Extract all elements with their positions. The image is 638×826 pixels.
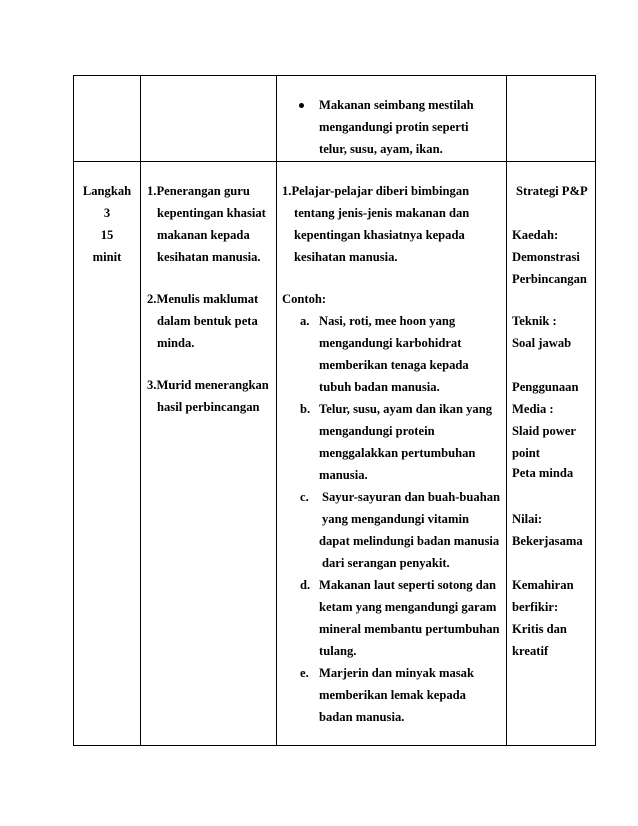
- activity-1-line: 1.Penerangan guru: [147, 184, 250, 198]
- example-line: memberikan tenaga kepada: [319, 358, 469, 372]
- table-right-border: [595, 75, 596, 746]
- media-value: Peta minda: [512, 466, 574, 480]
- example-marker: b.: [300, 402, 311, 416]
- example-line: mengandungi protein: [319, 424, 435, 438]
- content-intro-line: 1.Pelajar-pelajar diberi bimbingan: [282, 184, 470, 198]
- example-line: yang mengandungi vitamin: [322, 512, 469, 526]
- example-line: Sayur-sayuran dan buah-buahan: [322, 490, 501, 504]
- teknik-label: Teknik :: [512, 314, 557, 328]
- content-intro-line: kepentingan khasiatnya kepada: [294, 228, 465, 242]
- example-marker: d.: [300, 578, 311, 592]
- duration-value: 15: [100, 228, 114, 242]
- example-line: Marjerin dan minyak masak: [319, 666, 474, 680]
- bullet-icon: [299, 103, 304, 108]
- strategi-heading: Strategi P&P: [516, 184, 588, 198]
- contoh-label: Contoh:: [282, 292, 327, 306]
- row1-bullet-line: telur, susu, ayam, ikan.: [319, 142, 443, 156]
- example-line: tulang.: [319, 644, 357, 658]
- example-line: Nasi, roti, mee hoon yang: [319, 314, 456, 328]
- kemahiran-value: Kritis dan: [512, 622, 567, 636]
- activity-1-line: kesihatan manusia.: [157, 250, 261, 264]
- kaedah-label: Kaedah:: [512, 228, 559, 242]
- kemahiran-label: Kemahiran: [512, 578, 574, 592]
- example-line: Makanan laut seperti sotong dan: [319, 578, 497, 592]
- example-line: mineral membantu pertumbuhan: [319, 622, 500, 636]
- example-marker: c.: [300, 490, 309, 504]
- col-divider-1: [140, 75, 141, 746]
- activity-2-line: dalam bentuk peta: [157, 314, 258, 328]
- example-line: memberikan lemak kepada: [319, 688, 466, 702]
- example-line: Telur, susu, ayam dan ikan yang: [319, 402, 493, 416]
- activity-3-line: 3.Murid menerangkan: [147, 378, 269, 392]
- teknik-value: Soal jawab: [512, 336, 572, 350]
- row-divider: [73, 161, 596, 162]
- nilai-label: Nilai:: [512, 512, 543, 526]
- example-marker: a.: [300, 314, 310, 328]
- example-line: dapat melindungi badan manusia: [319, 534, 500, 548]
- media-label: Media :: [512, 402, 554, 416]
- kemahiran-label: berfikir:: [512, 600, 559, 614]
- row1-bullet-line: Makanan seimbang mestilah: [319, 98, 474, 112]
- example-line: ketam yang mengandungi garam: [319, 600, 497, 614]
- example-line: dari serangan penyakit.: [322, 556, 450, 570]
- activity-3-line: hasil perbincangan: [157, 400, 260, 414]
- langkah-label: Langkah: [82, 184, 132, 198]
- activity-2-line: minda.: [157, 336, 195, 350]
- example-marker: e.: [300, 666, 309, 680]
- row1-bullet-line: mengandungi protin seperti: [319, 120, 469, 134]
- media-value: Slaid power: [512, 424, 577, 438]
- content-intro-line: kesihatan manusia.: [294, 250, 398, 264]
- duration-unit: minit: [92, 250, 122, 264]
- col-divider-3: [506, 75, 507, 746]
- langkah-number: 3: [103, 206, 111, 220]
- example-line: badan manusia.: [319, 710, 405, 724]
- table-top-border: [73, 75, 596, 76]
- example-line: manusia.: [319, 468, 368, 482]
- activity-2-line: 2.Menulis maklumat: [147, 292, 259, 306]
- kaedah-value: Demonstrasi: [512, 250, 580, 264]
- example-line: menggalakkan pertumbuhan: [319, 446, 476, 460]
- activity-1-line: kepentingan khasiat: [157, 206, 266, 220]
- activity-1-line: makanan kepada: [157, 228, 250, 242]
- example-line: mengandungi karbohidrat: [319, 336, 462, 350]
- kemahiran-value: kreatif: [512, 644, 549, 658]
- kaedah-value: Perbincangan: [512, 272, 587, 286]
- example-line: tubuh badan manusia.: [319, 380, 440, 394]
- content-intro-line: tentang jenis-jenis makanan dan: [294, 206, 470, 220]
- col-divider-2: [276, 75, 277, 746]
- nilai-value: Bekerjasama: [512, 534, 583, 548]
- table-bottom-border: [73, 745, 596, 746]
- table-left-border: [73, 75, 74, 746]
- media-label: Penggunaan: [512, 380, 579, 394]
- media-value: point: [512, 446, 540, 460]
